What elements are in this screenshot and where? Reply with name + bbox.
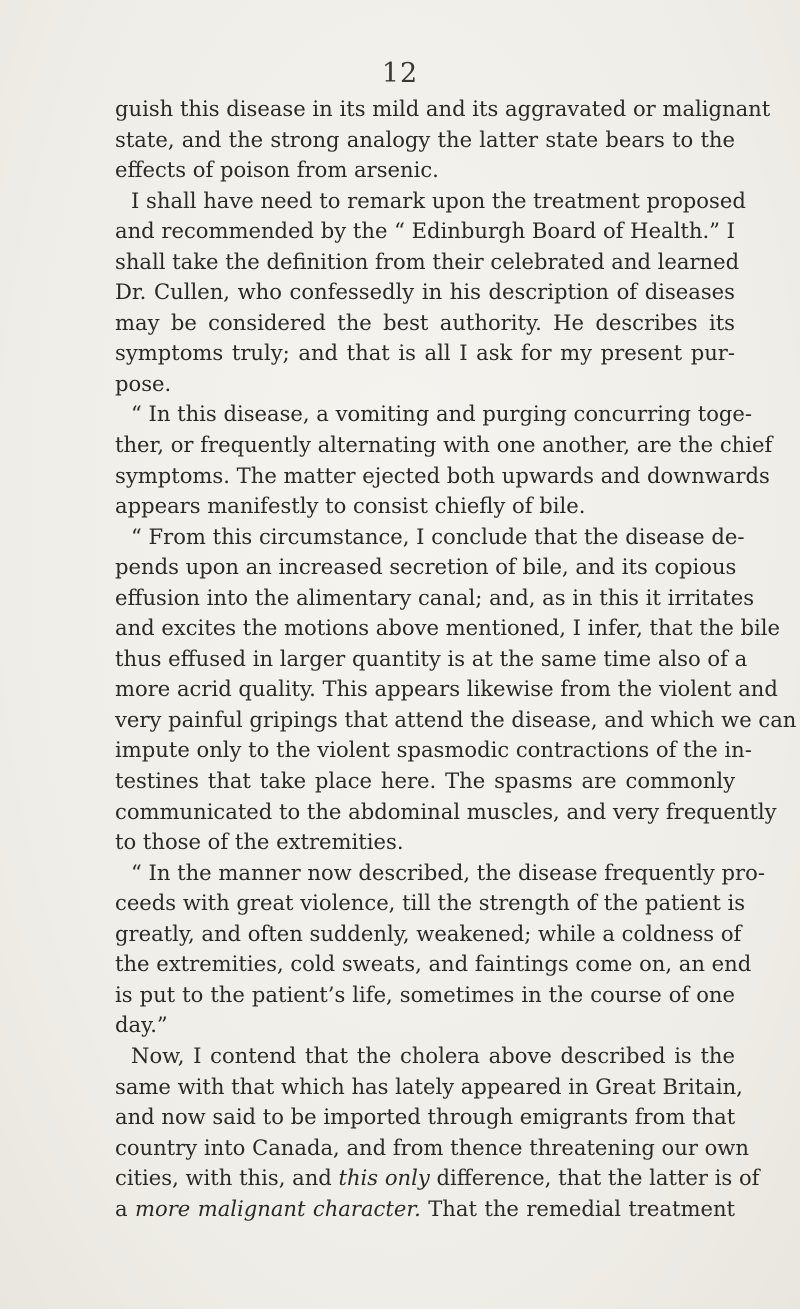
text-line	[115, 1194, 735, 1225]
text-line: communicated to the abdominal muscles, and very frequently	[115, 798, 777, 824]
text-line: impute only to the violent spasmodic contractions of the in-	[115, 737, 752, 763]
text-line: pends upon an increased secretion of bile, and its copious	[115, 554, 737, 580]
text-segment: a	[115, 1195, 135, 1221]
text-line: the extremities, cold sweats, and faintings come on, an end	[115, 951, 752, 977]
text-line: state, and the strong analogy the latter state bears to the	[115, 126, 735, 152]
text-line: may be considered the best authority. He describes its	[115, 309, 735, 335]
text-line: “ In this disease, a vomiting and purging concurring toge-	[131, 401, 753, 427]
text-line: shall take the definition from their celebrated and learned	[115, 248, 740, 274]
text-line: ther, or frequently alternating with one another, are the chief	[115, 432, 773, 458]
text-line: guish this disease in its mild and its aggravated or malignant	[115, 96, 771, 121]
text-line: Dr. Cullen, who confessedly in his description of diseases	[115, 279, 735, 305]
text-line: “ In the manner now described, the disease frequently pro-	[131, 859, 765, 885]
text-line: to those of the extremities.	[115, 829, 404, 855]
text-line: and now said to be imported through emigrants from that	[115, 1104, 736, 1130]
text-segment: cities, with this, and	[115, 1165, 339, 1191]
text-line: same with that which has lately appeared in Great Britain,	[115, 1073, 743, 1099]
page-number: 12	[381, 58, 419, 89]
text-line: effects of poison from arsenic.	[115, 157, 439, 183]
text-line: symptoms. The matter ejected both upwards and downwards	[115, 462, 770, 488]
text-line: Now, I contend that the cholera above described is the	[131, 1042, 735, 1068]
text-line: “ From this circumstance, I conclude that the disease de-	[131, 523, 745, 549]
text-segment: difference, that the latter is of	[429, 1165, 760, 1191]
text-line: country into Canada, and from thence threatening our own	[115, 1134, 749, 1160]
text-line: very painful gripings that attend the disease, and which we can	[115, 706, 797, 732]
text-line: more acrid quality. This appears likewise from the violent and	[115, 676, 778, 702]
italic-segment: this only	[338, 1165, 430, 1191]
text-line: I shall have need to remark upon the treatment proposed	[131, 187, 746, 213]
text-line: appears manifestly to consist chiefly of bile.	[115, 493, 586, 519]
text-line: day.”	[115, 1012, 168, 1038]
text-line	[115, 1163, 760, 1194]
text-line: and recommended by the “ Edinburgh Board of Health.” I	[115, 218, 735, 244]
text-line: ceeds with great violence, till the strength of the patient is	[115, 890, 746, 916]
text-segment: That the remedial treatment	[420, 1195, 736, 1221]
text-line: and excites the motions above mentioned, I infer, that the bile	[115, 615, 781, 641]
italic-segment: more malignant character.	[135, 1195, 421, 1221]
text-line: symptoms truly; and that is all I ask for my present pur-	[115, 340, 735, 366]
text-line: thus effused in larger quantity is at the same time also of a	[115, 645, 748, 671]
text-line: is put to the patient’s life, sometimes in the course of one	[115, 981, 735, 1007]
text-line: pose.	[115, 370, 172, 396]
text-line: greatly, and often suddenly, weakened; while a coldness of	[115, 920, 742, 946]
body-text	[115, 94, 797, 1224]
text-line: testines that take place here. The spasms are commonly	[115, 768, 735, 794]
text-line: effusion into the alimentary canal; and, as in this it irritates	[115, 584, 755, 610]
